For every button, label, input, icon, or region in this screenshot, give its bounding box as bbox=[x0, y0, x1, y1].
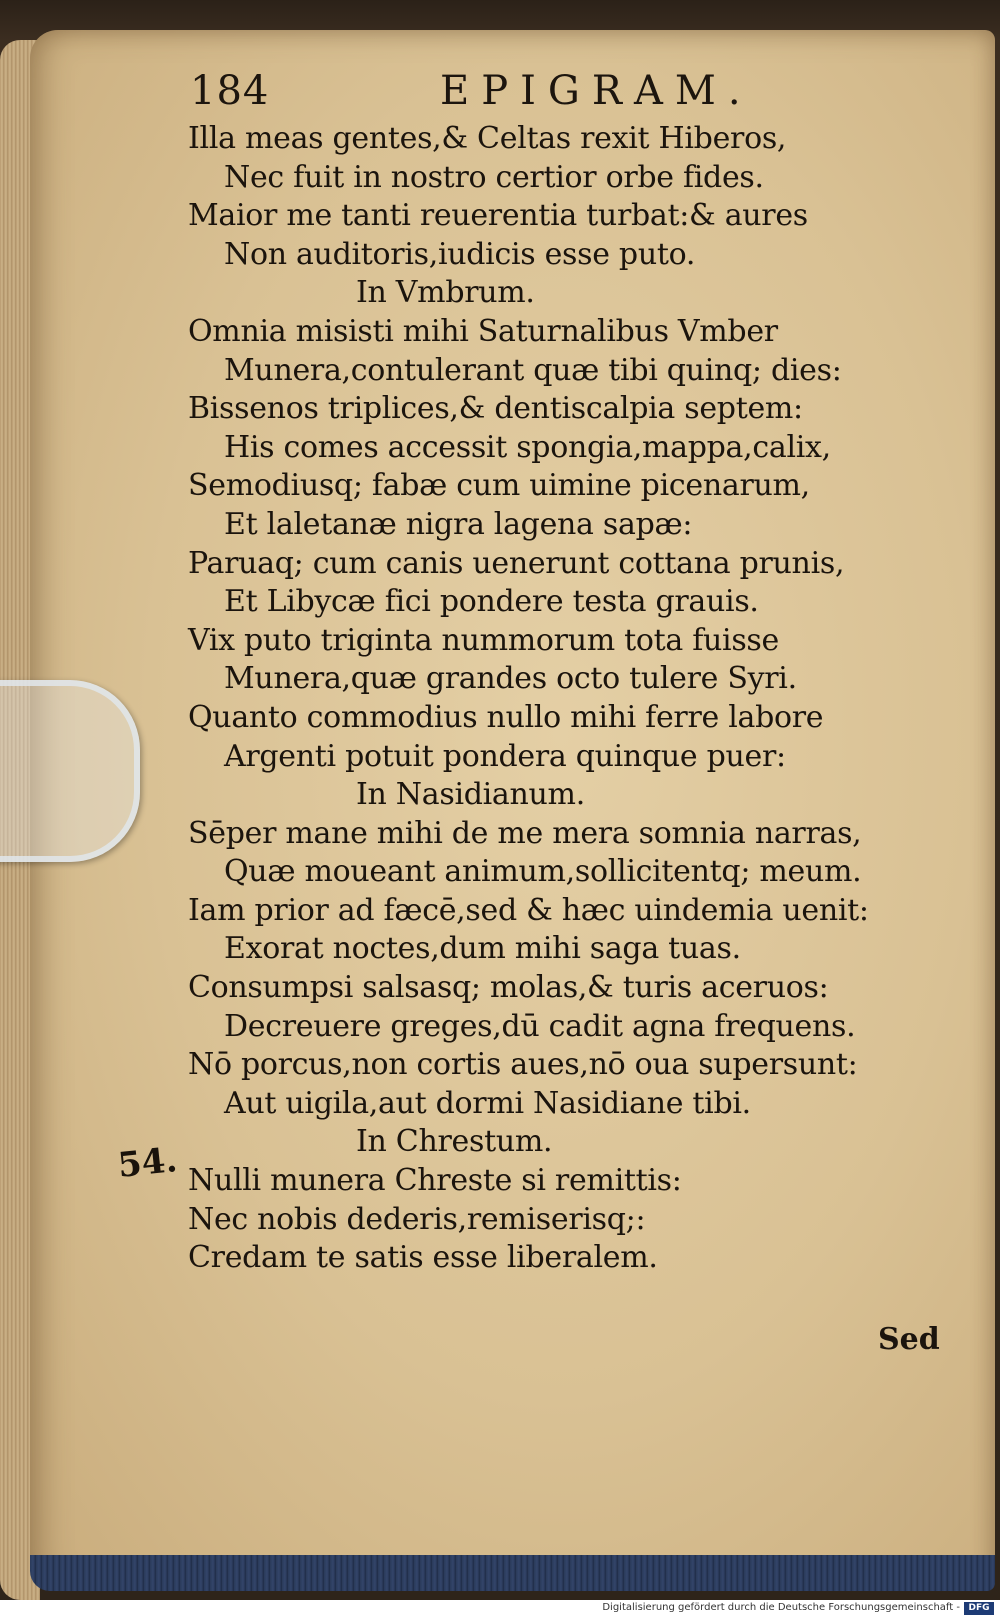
verse-line: Semodiusq; fabæ cum uimine picenarum, bbox=[188, 468, 810, 504]
page-clip bbox=[0, 680, 140, 862]
margin-note: 54. bbox=[116, 1140, 180, 1186]
verse-line: Vix puto triginta nummorum tota fuisse bbox=[188, 622, 779, 658]
epigram-heading: In Vmbrum. bbox=[356, 275, 535, 311]
verse-line: Nulli munera Chreste si remittis: bbox=[188, 1163, 682, 1199]
catchword: Sed bbox=[878, 1322, 940, 1357]
epigram-text bbox=[188, 120, 888, 1278]
page-number: 184 bbox=[190, 68, 270, 114]
running-title: EPIGRAM. bbox=[440, 68, 753, 114]
verse-line: Maior me tanti reuerentia turbat:& aures bbox=[188, 198, 808, 234]
verse-line: Nec nobis dederis,remiserisq;: bbox=[188, 1201, 646, 1237]
verse-line: Et laletanæ nigra lagena sapæ: bbox=[224, 506, 693, 542]
verse-line: Nec fuit in nostro certior orbe fides. bbox=[224, 159, 764, 195]
verse-line: Non auditoris,iudicis esse puto. bbox=[224, 236, 696, 272]
verse-line: Sēper mane mihi de me mera somnia narras, bbox=[188, 815, 862, 851]
verse-line: Paruaq; cum canis uenerunt cottana prunis, bbox=[188, 545, 845, 581]
verse-line: Credam te satis esse liberalem. bbox=[188, 1240, 658, 1276]
dfg-logo: DFG bbox=[964, 1602, 994, 1615]
verse-line: Bissenos triplices,& dentiscalpia septem: bbox=[188, 391, 803, 427]
verse-line: Illa meas gentes,& Celtas rexit Hiberos, bbox=[188, 121, 787, 156]
verse-line: Decreuere greges,dū cadit agna frequens. bbox=[224, 1008, 856, 1044]
epigram-heading: In Chrestum. bbox=[356, 1124, 553, 1160]
verse-line: His comes accessit spongia,mappa,calix, bbox=[224, 429, 831, 465]
epigram-heading: In Nasidianum. bbox=[356, 777, 585, 813]
page-header bbox=[190, 60, 830, 120]
footer-credit: Digitalisierung gefördert durch die Deutsche Forschungsgemeinschaft - bbox=[602, 1602, 960, 1613]
verse-line: Nō porcus,non cortis aues,nō oua supersunt: bbox=[188, 1047, 858, 1083]
verse-line: Quæ moueant animum,sollicitentq; meum. bbox=[224, 854, 862, 890]
verse-line: Munera,quæ grandes octo tulere Syri. bbox=[224, 661, 797, 697]
verse-line: Exorat noctes,dum mihi saga tuas. bbox=[224, 931, 741, 967]
book-edge-strip bbox=[30, 1555, 995, 1591]
verse-line: Quanto commodius nullo mihi ferre labore bbox=[188, 699, 824, 735]
verse-line: Munera,contulerant quæ tibi quinq; dies: bbox=[224, 352, 842, 388]
verse-line: Iam prior ad fæcē,sed & hæc uindemia uenit: bbox=[188, 892, 869, 928]
verse-line: Omnia misisti mihi Saturnalibus Vmber bbox=[188, 313, 778, 349]
verse-line: Consumpsi salsasq; molas,& turis aceruos: bbox=[188, 970, 829, 1006]
verse-line: Et Libycæ fici pondere testa grauis. bbox=[224, 584, 759, 620]
verse-line: Aut uigila,aut dormi Nasidiane tibi. bbox=[224, 1085, 751, 1121]
verse-line: Argenti potuit pondera quinque puer: bbox=[224, 738, 786, 774]
